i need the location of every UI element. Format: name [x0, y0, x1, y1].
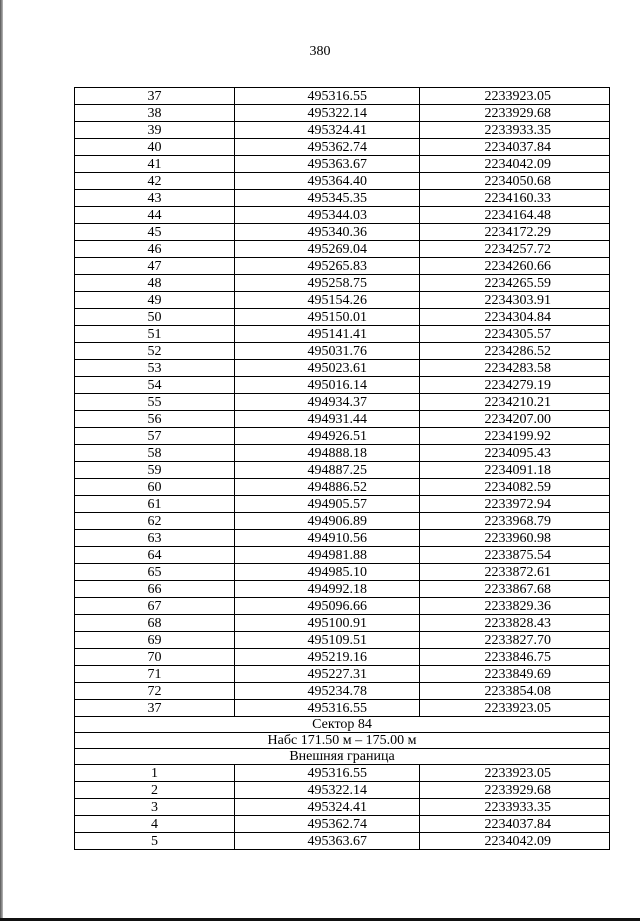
- point-number: 38: [75, 105, 235, 122]
- coordinate-x: 2233933.35: [420, 122, 610, 139]
- table-row: [75, 105, 610, 122]
- point-number: 63: [75, 530, 235, 547]
- coordinate-x: 2233827.70: [420, 632, 610, 649]
- coordinate-y: 495154.26: [235, 292, 420, 309]
- coordinate-y: 495322.14: [235, 782, 420, 799]
- point-number: 65: [75, 564, 235, 581]
- coordinate-y: 495100.91: [235, 615, 420, 632]
- point-number: 41: [75, 156, 235, 173]
- coordinate-x: 2233923.05: [420, 700, 610, 717]
- point-number: 56: [75, 411, 235, 428]
- coordinate-y: 494886.52: [235, 479, 420, 496]
- table-row: [75, 122, 610, 139]
- coordinate-y: 495362.74: [235, 139, 420, 156]
- coordinate-y: 495316.55: [235, 765, 420, 782]
- coordinate-y: 494887.25: [235, 462, 420, 479]
- section-sector: Сектор 84: [75, 717, 610, 733]
- coordinate-x: 2234210.21: [420, 394, 610, 411]
- point-number: 47: [75, 258, 235, 275]
- point-number: 57: [75, 428, 235, 445]
- section-heights-row: [75, 733, 610, 749]
- coordinate-x: 2234207.00: [420, 411, 610, 428]
- point-number: 52: [75, 343, 235, 360]
- point-number: 1: [75, 765, 235, 782]
- coordinate-y: 495265.83: [235, 258, 420, 275]
- coordinate-y: 495324.41: [235, 799, 420, 816]
- table-row: [75, 445, 610, 462]
- table-row: [75, 88, 610, 105]
- coordinate-y: 495322.14: [235, 105, 420, 122]
- point-number: 71: [75, 666, 235, 683]
- coordinate-x: 2233828.43: [420, 615, 610, 632]
- coordinate-y: 495362.74: [235, 816, 420, 833]
- point-number: 55: [75, 394, 235, 411]
- coordinate-x: 2234199.92: [420, 428, 610, 445]
- coordinate-y: 494906.89: [235, 513, 420, 530]
- coordinate-x: 2234305.57: [420, 326, 610, 343]
- coordinate-x: 2234160.33: [420, 190, 610, 207]
- table-row: [75, 156, 610, 173]
- point-number: 51: [75, 326, 235, 343]
- point-number: 64: [75, 547, 235, 564]
- point-number: 42: [75, 173, 235, 190]
- coordinate-y: 494910.56: [235, 530, 420, 547]
- point-number: 54: [75, 377, 235, 394]
- coordinate-x: 2234172.29: [420, 224, 610, 241]
- table-row: [75, 581, 610, 598]
- coordinate-x: 2234257.72: [420, 241, 610, 258]
- point-number: 39: [75, 122, 235, 139]
- coordinate-y: 495234.78: [235, 683, 420, 700]
- coordinate-y: 495316.55: [235, 700, 420, 717]
- section-boundary: Внешняя граница: [75, 749, 610, 765]
- coordinate-x: 2234260.66: [420, 258, 610, 275]
- table-row: [75, 547, 610, 564]
- coordinate-y: 495340.36: [235, 224, 420, 241]
- point-number: 3: [75, 799, 235, 816]
- page-number: 380: [309, 44, 331, 59]
- coordinate-x: 2234303.91: [420, 292, 610, 309]
- table-row: [75, 411, 610, 428]
- coordinate-y: 494934.37: [235, 394, 420, 411]
- table-row: [75, 496, 610, 513]
- coordinate-x: 2234164.48: [420, 207, 610, 224]
- coordinate-y: 495219.16: [235, 649, 420, 666]
- point-number: 69: [75, 632, 235, 649]
- point-number: 72: [75, 683, 235, 700]
- point-number: 66: [75, 581, 235, 598]
- coordinate-x: 2233968.79: [420, 513, 610, 530]
- table-row: [75, 615, 610, 632]
- coordinate-x: 2234265.59: [420, 275, 610, 292]
- coordinate-x: 2234279.19: [420, 377, 610, 394]
- coordinate-x: 2233854.08: [420, 683, 610, 700]
- coordinate-y: 495150.01: [235, 309, 420, 326]
- point-number: 45: [75, 224, 235, 241]
- table-row: [75, 816, 610, 833]
- coordinate-x: 2233933.35: [420, 799, 610, 816]
- point-number: 68: [75, 615, 235, 632]
- point-number: 59: [75, 462, 235, 479]
- coordinate-y: 495031.76: [235, 343, 420, 360]
- point-number: 4: [75, 816, 235, 833]
- coordinate-y: 494931.44: [235, 411, 420, 428]
- point-number: 58: [75, 445, 235, 462]
- table-row: [75, 377, 610, 394]
- coordinate-x: 2234286.52: [420, 343, 610, 360]
- coordinate-x: 2233972.94: [420, 496, 610, 513]
- coordinate-x: 2234283.58: [420, 360, 610, 377]
- table-row: [75, 513, 610, 530]
- coordinate-y: 495324.41: [235, 122, 420, 139]
- table-row: [75, 224, 610, 241]
- coordinate-x: 2234095.43: [420, 445, 610, 462]
- coordinate-x: 2233829.36: [420, 598, 610, 615]
- coordinate-x: 2233923.05: [420, 88, 610, 105]
- section-header: [75, 717, 610, 765]
- coordinate-x: 2233923.05: [420, 765, 610, 782]
- coordinate-y: 495269.04: [235, 241, 420, 258]
- point-number: 48: [75, 275, 235, 292]
- table-row: [75, 275, 610, 292]
- point-number: 46: [75, 241, 235, 258]
- coordinate-y: 494888.18: [235, 445, 420, 462]
- coordinate-x: 2234042.09: [420, 156, 610, 173]
- coordinate-y: 494985.10: [235, 564, 420, 581]
- table-row: [75, 666, 610, 683]
- coordinate-x: 2233875.54: [420, 547, 610, 564]
- table-row: [75, 292, 610, 309]
- table-row: [75, 241, 610, 258]
- section-boundary-row: [75, 749, 610, 765]
- table-row: [75, 394, 610, 411]
- table-row: [75, 139, 610, 156]
- point-number: 53: [75, 360, 235, 377]
- table-row: [75, 530, 610, 547]
- coordinate-y: 495141.41: [235, 326, 420, 343]
- coordinate-x: 2234042.09: [420, 833, 610, 850]
- point-number: 70: [75, 649, 235, 666]
- table-row: [75, 632, 610, 649]
- table-row: [75, 700, 610, 717]
- point-number: 60: [75, 479, 235, 496]
- point-number: 5: [75, 833, 235, 850]
- table-row: [75, 564, 610, 581]
- coordinate-y: 495227.31: [235, 666, 420, 683]
- scan-left-edge: [0, 0, 3, 921]
- coordinate-y: 494992.18: [235, 581, 420, 598]
- coordinate-x: 2234050.68: [420, 173, 610, 190]
- table-row: [75, 343, 610, 360]
- coordinate-y: 495345.35: [235, 190, 420, 207]
- coordinate-y: 495258.75: [235, 275, 420, 292]
- table-row: [75, 683, 610, 700]
- coordinate-y: 495364.40: [235, 173, 420, 190]
- coordinate-y: 495096.66: [235, 598, 420, 615]
- coordinate-x: 2234304.84: [420, 309, 610, 326]
- coordinate-y: 495344.03: [235, 207, 420, 224]
- point-number: 61: [75, 496, 235, 513]
- point-number: 37: [75, 88, 235, 105]
- coordinate-y: 495316.55: [235, 88, 420, 105]
- coordinate-y: 494926.51: [235, 428, 420, 445]
- coordinate-y: 495016.14: [235, 377, 420, 394]
- point-number: 2: [75, 782, 235, 799]
- table-row: [75, 765, 610, 782]
- point-number: 40: [75, 139, 235, 156]
- point-number: 37: [75, 700, 235, 717]
- table-row: [75, 326, 610, 343]
- coordinate-y: 495363.67: [235, 833, 420, 850]
- coordinate-y: 494981.88: [235, 547, 420, 564]
- coordinate-x: 2234091.18: [420, 462, 610, 479]
- table-row: [75, 649, 610, 666]
- coordinate-x: 2233867.68: [420, 581, 610, 598]
- point-number: 67: [75, 598, 235, 615]
- table-row: [75, 207, 610, 224]
- coordinate-x: 2233960.98: [420, 530, 610, 547]
- coordinate-y: 495363.67: [235, 156, 420, 173]
- table-row: [75, 799, 610, 816]
- table-row: [75, 173, 610, 190]
- point-number: 62: [75, 513, 235, 530]
- coordinates-table: [74, 87, 610, 850]
- coordinate-x: 2233849.69: [420, 666, 610, 683]
- coordinate-y: 495023.61: [235, 360, 420, 377]
- coordinate-x: 2233929.68: [420, 105, 610, 122]
- coordinates-table-bottom: [75, 765, 610, 850]
- table-row: [75, 258, 610, 275]
- table-row: [75, 190, 610, 207]
- table-row: [75, 598, 610, 615]
- table-row: [75, 479, 610, 496]
- point-number: 44: [75, 207, 235, 224]
- coordinate-y: 494905.57: [235, 496, 420, 513]
- coordinate-x: 2233872.61: [420, 564, 610, 581]
- coordinate-x: 2234037.84: [420, 816, 610, 833]
- coordinate-x: 2234082.59: [420, 479, 610, 496]
- table-row: [75, 782, 610, 799]
- table-row: [75, 833, 610, 850]
- point-number: 49: [75, 292, 235, 309]
- point-number: 50: [75, 309, 235, 326]
- section-heights: Набс 171.50 м – 175.00 м: [75, 733, 610, 749]
- table-row: [75, 360, 610, 377]
- point-number: 43: [75, 190, 235, 207]
- table-row: [75, 462, 610, 479]
- coordinates-table-top: [75, 88, 610, 717]
- coordinate-x: 2234037.84: [420, 139, 610, 156]
- table-row: [75, 428, 610, 445]
- coordinate-y: 495109.51: [235, 632, 420, 649]
- section-sector-row: [75, 717, 610, 733]
- coordinate-x: 2233929.68: [420, 782, 610, 799]
- table-row: [75, 309, 610, 326]
- coordinate-x: 2233846.75: [420, 649, 610, 666]
